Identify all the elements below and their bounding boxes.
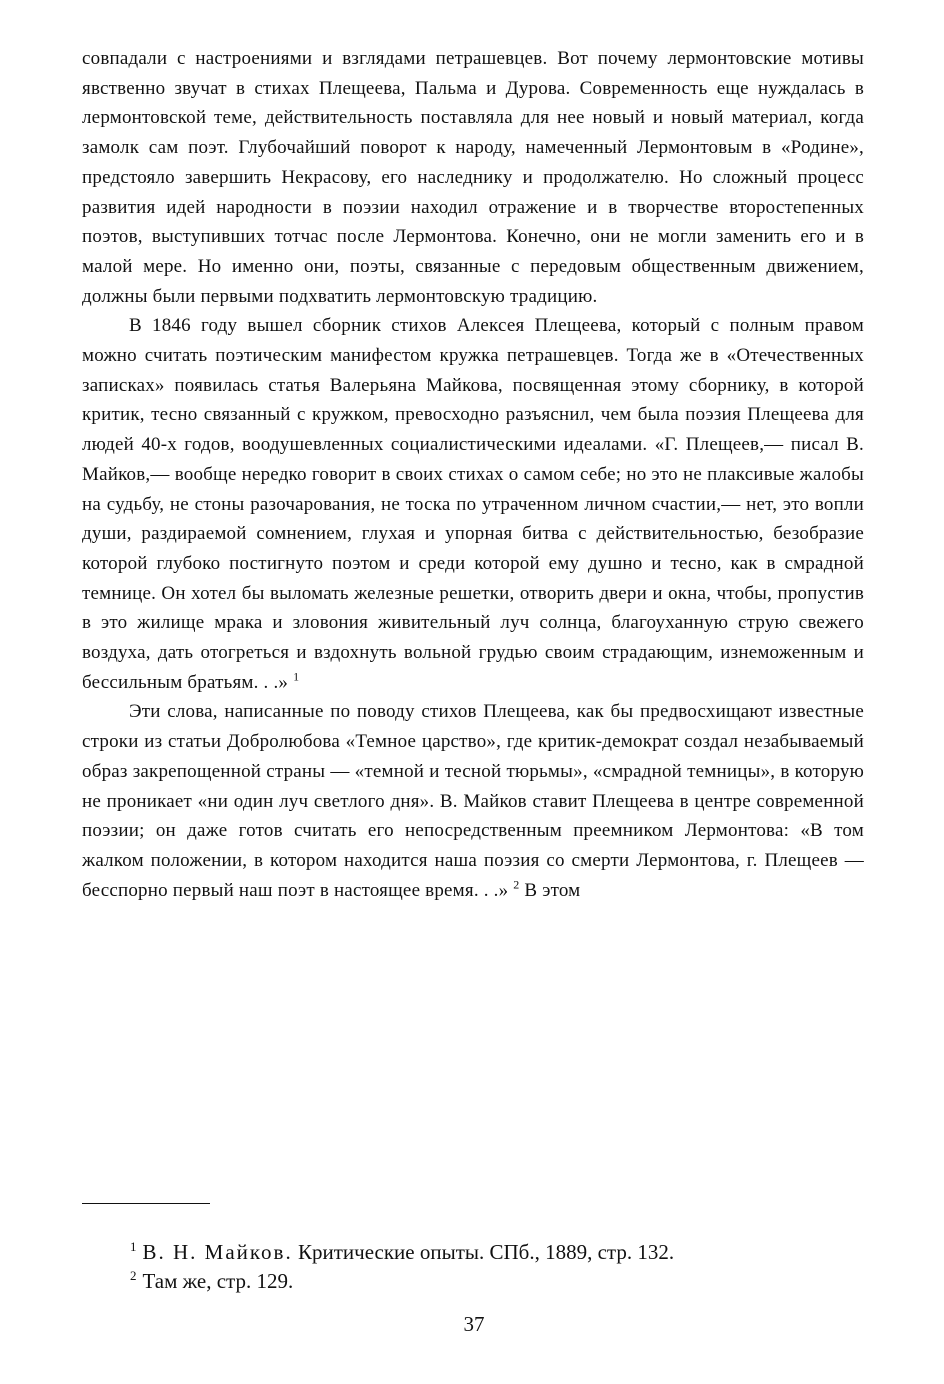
footnote-text: Там же, стр. 129. xyxy=(142,1269,294,1293)
footnote-text: Критические опыты. СПб., 1889, стр. 132. xyxy=(297,1240,675,1264)
footnote-mark: 1 xyxy=(130,1239,137,1254)
footnote-divider xyxy=(82,1203,210,1204)
footnote-2 xyxy=(130,1267,850,1296)
main-text xyxy=(82,44,864,905)
paragraph-2-text: В 1846 году вышел сборник стихов Алексея Плещеева, который с полным правом можно считать поэтическим манифестом кружка петрашевцев. Тогда же в «Отечественных записках» появилась статья Валерьяна Майкова, посвященная этому сборнику, в которой критик, тесно связанный с кружком, превосходно разъяснил, чем была поэзия Плещеева для людей 40-х годов, воодушевленных социалистическими идеалами. «Г. Плещеев,— писал В. Майков,— вообще нередко говорит в своих стихах о самом себе; но это не плаксивые жалобы на судьбу, не стоны разочарования, не тоска по утраченном личном счастии,— нет, это вопли души, раздираемой сомнением, глухая и упорная битва с действительностью, безобразие которой глубоко постигнуто поэтом и среди которой ему душно и тесно, как в смрадной темнице. Он хотел бы выломать железные решетки, отворить двери и окна, чтобы, пропустив в это жилище мрака и зловония живительный луч солнца, благоуханную струю свежего воздуха, дать отогреться и вздохнуть вольной грудью своим страдающим, изнеможенным и бессильным братьям. . .» xyxy=(82,315,864,693)
footnote-reference-1: 1 xyxy=(293,669,300,684)
page-number: 37 xyxy=(463,1312,485,1336)
footnotes xyxy=(130,1238,850,1296)
paragraph-3 xyxy=(82,697,864,905)
footnote-author: В. Н. Майков. xyxy=(142,1240,293,1264)
footnote-1 xyxy=(130,1238,850,1267)
book-page xyxy=(82,44,864,1364)
paragraph-3-continuation: В этом xyxy=(524,879,581,901)
paragraph-3-text: Эти слова, написанные по поводу стихов Плещеева, как бы предвосхищают известные строки из статьи Добролюбова «Темное царство», где критик-демократ создал незабываемый образ закрепощенной страны — «темной и тесной тюрьмы», «смрадной темницы», в которую не проникает «ни один луч светлого дня». В. Майков ставит Плещеева в центре современной поэзии; он даже готов считать его непосредственным преемником Лермонтова: «В том жалком положении, в котором находится наша поэзия со смерти Лермонтова, г. Плещеев — бесспорно первый наш поэт в настоящее время. . .» xyxy=(82,701,864,901)
paragraph-2 xyxy=(82,311,864,697)
footnote-reference-2: 2 xyxy=(513,877,520,892)
paragraph-1: совпадали с настроениями и взглядами петрашевцев. Вот почему лермонтовские мотивы явственно звучат в стихах Плещеева, Пальма и Дурова. Современность еще нуждалась в лермонтовской теме, действительность поставляла для нее новый и новый материал, когда замолк сам поэт. Глубочайший поворот к народу, намеченный Лермонтовым в «Родине», предстояло завершить Некрасову, его наследнику и продолжателю. Но сложный процесс развития идей народности в поэзии находил отражение и в творчестве второстепенных поэтов, выступивших тотчас после Лермонтова. Конечно, они не могли заменить его и в малой мере. Но именно они, поэты, связанные с передовым общественным движением, должны были первыми подхватить лермонтовскую традицию. xyxy=(82,48,864,307)
footnote-mark: 2 xyxy=(130,1268,137,1283)
